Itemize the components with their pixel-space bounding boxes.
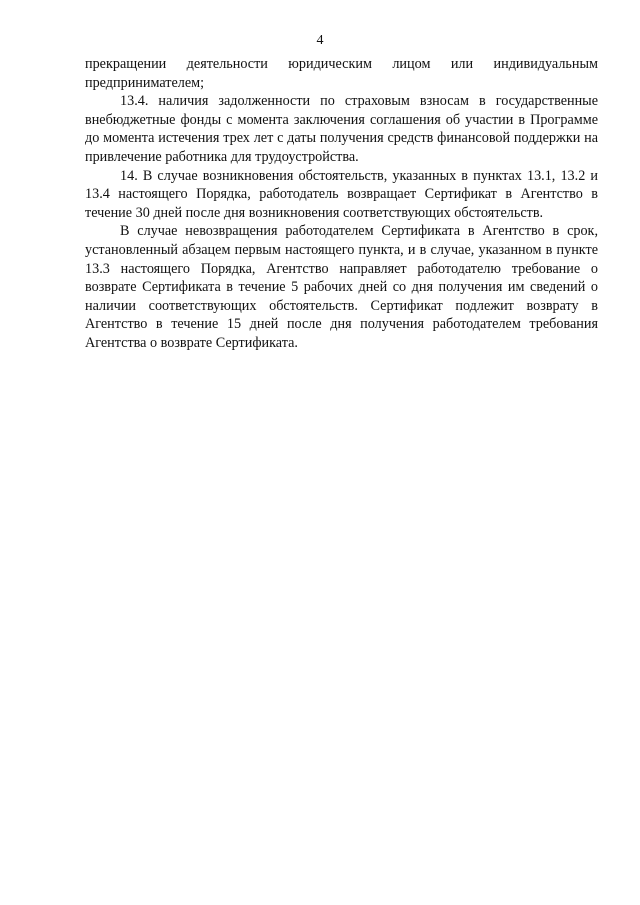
page-number: 4 [316,33,324,48]
paragraph-13-4: 13.4. наличия задолженности по страховым взносам в государственные внебюджетные фонды с момента заключения соглашения об участии в Программе до момента истечения трех лет с даты получения средств финансовой поддержки на привлечение работника для трудоустройства. [85,93,598,165]
paragraph-14: 14. В случае возникновения обстоятельств, указанных в пунктах 13.1, 13.2 и 13.4 настоящего Порядка, работодатель возвращает Сертификат в Агентство в течение 30 дней после дня возникновения соответствующих обстоятельств. [85,167,598,221]
paragraph-14-second: В случае невозвращения работодателем Сертификата в Агентство в срок, установленный абзацем первым настоящего пункта, и в случае, указанном в пункте 13.3 настоящего Порядка, Агентство направляет работодателю требование о возврате Сертификата в течение 5 рабочих дней со дня получения им сведений о наличии соответствующих обстоятельств. Сертификат подлежит возврату в Агентство в течение 15 дней после дня получения работодателем требования Агентства о возврате Сертификата. [85,223,598,351]
document-body [85,55,598,353]
paragraph-continuation: прекращении деятельности юридическим лицом или индивидуальным предпринимателем; [85,56,598,91]
